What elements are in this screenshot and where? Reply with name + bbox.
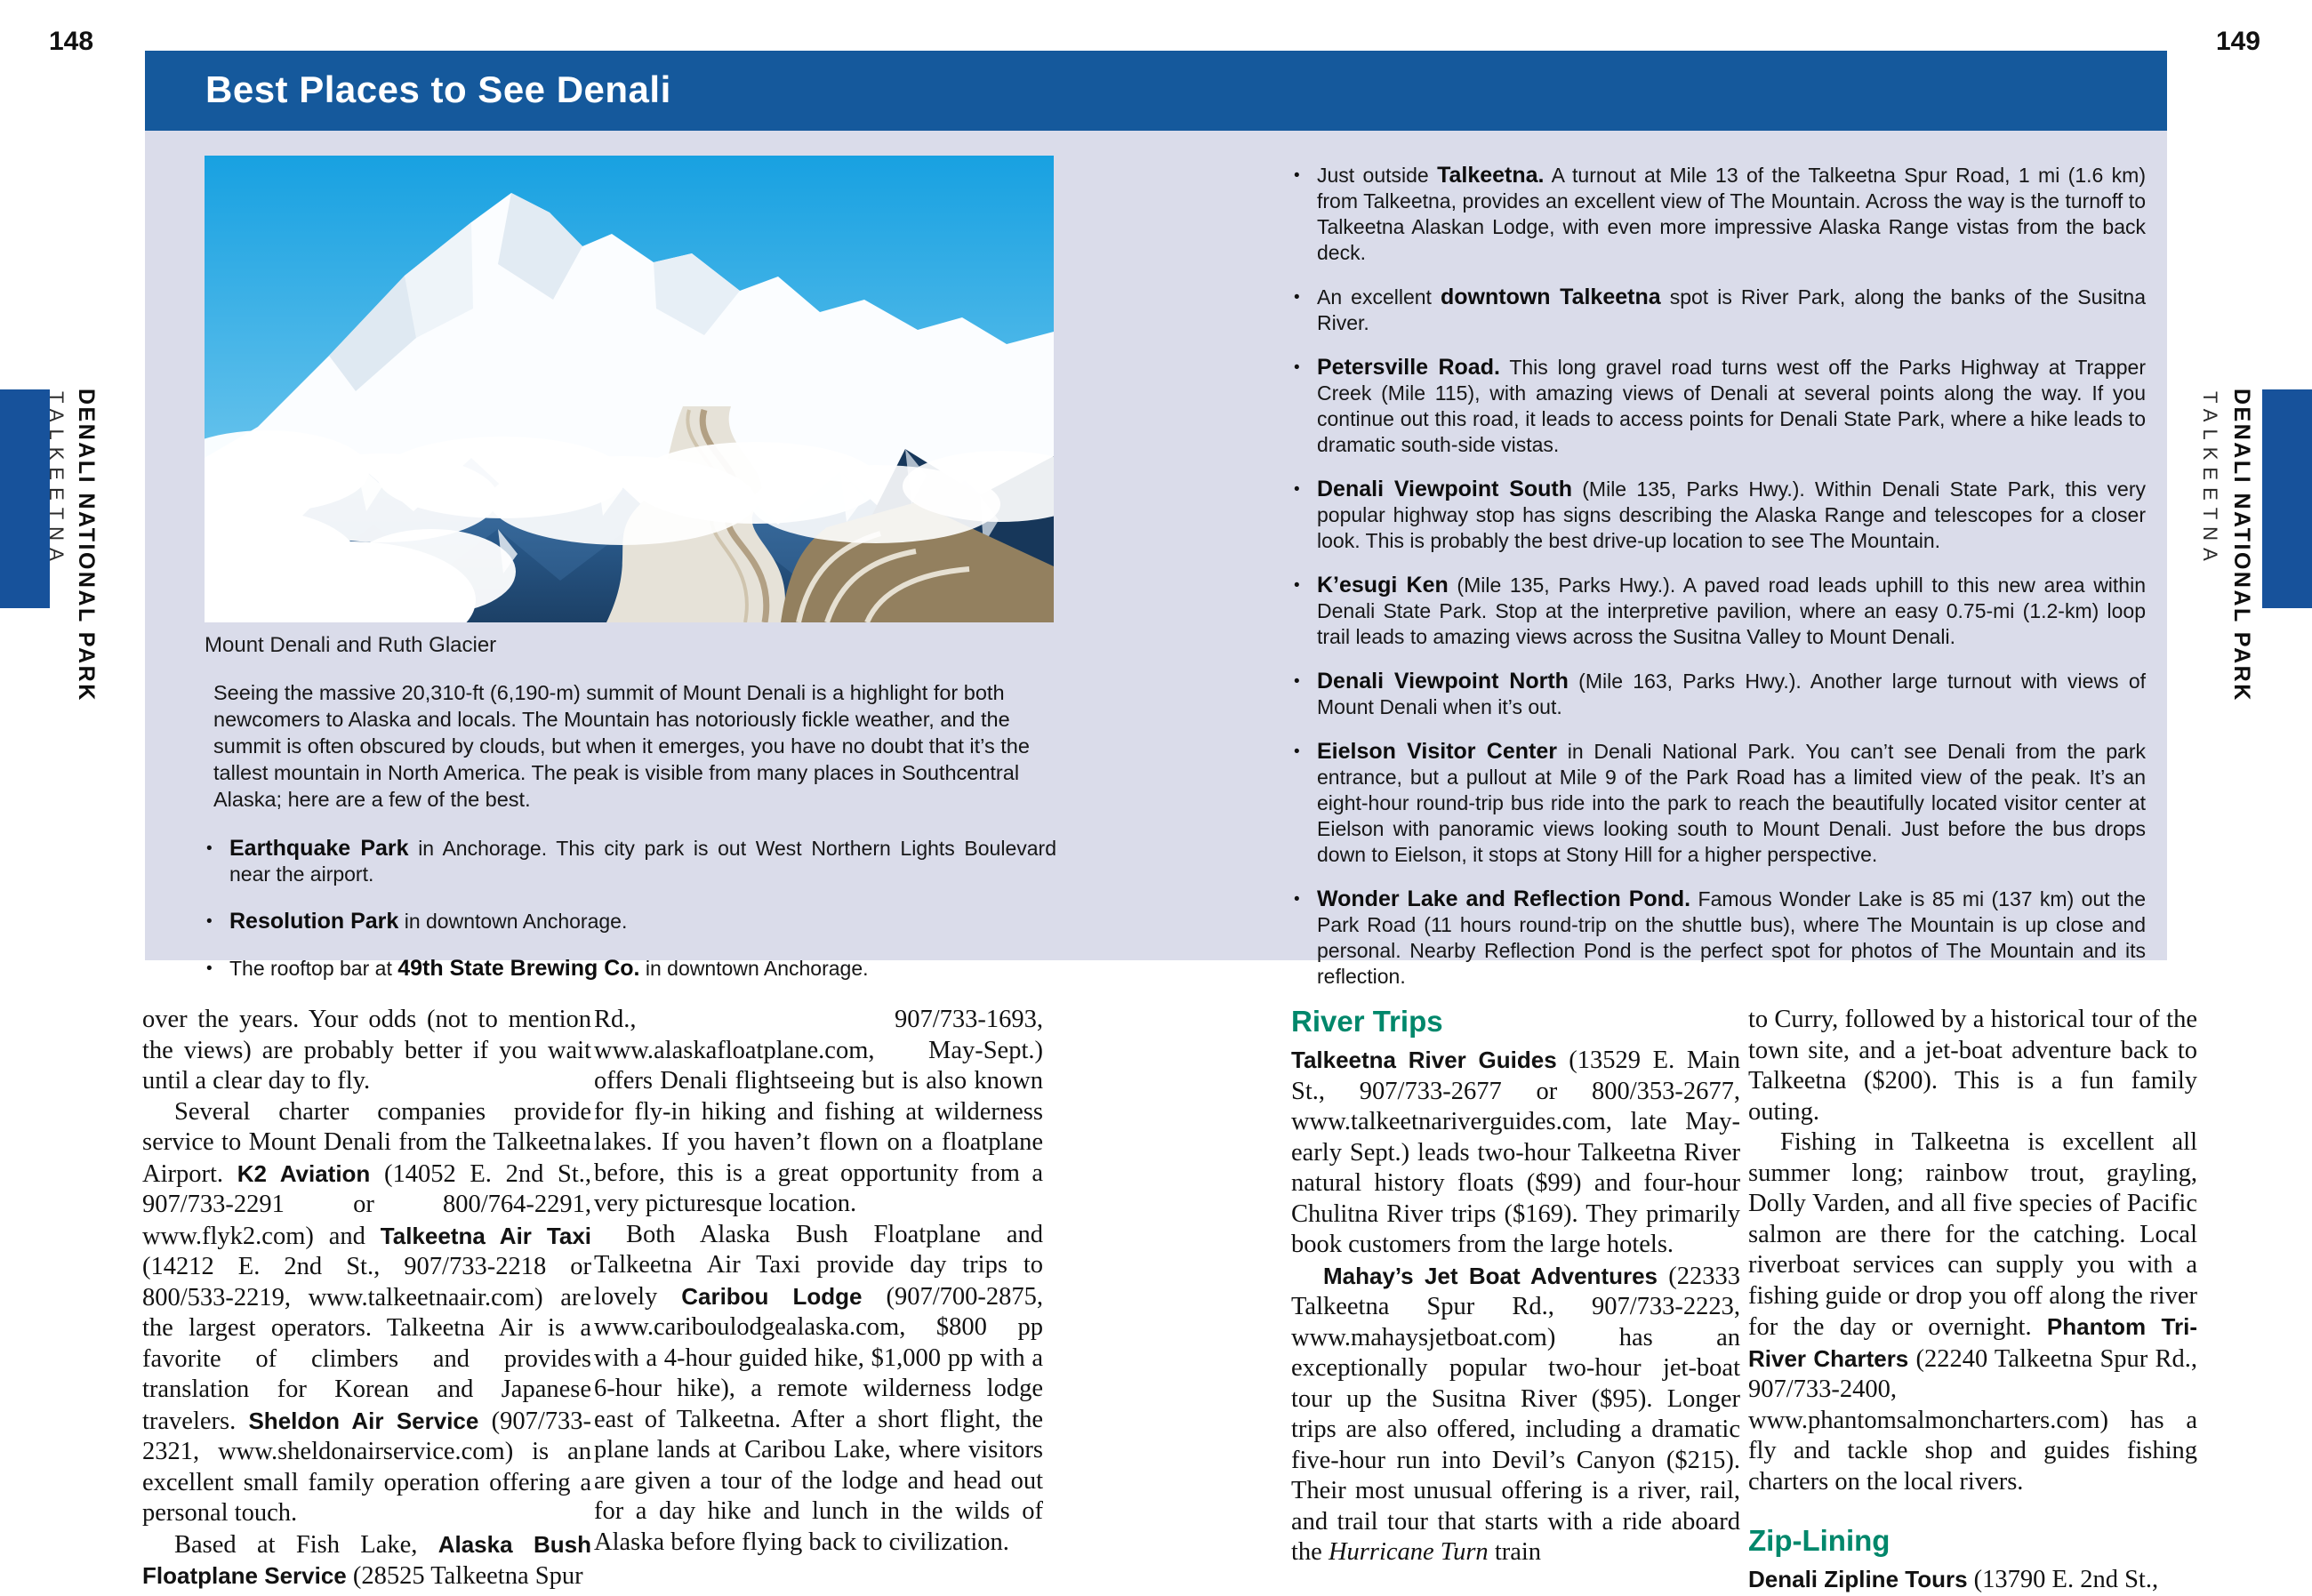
bullet-text [229, 836, 1056, 887]
text-run: (22333 Talkeetna Spur Rd., 907/733-2223, www.mahaysjetboat.com) has an exceptionally popular two-hour jet-boat tour up the Susitna River ($95). Longer trips are also offered, including a dramatic five-hour run into Devil’s Canyon ($215). Their most unusual offering is a river, rail, and trail tour that starts with a ride aboard the [1291, 1262, 1740, 1566]
text-run: to Curry, followed by a historical tour of the town site, and a jet-boat adventure back to Talkeetna ($200). This is a fun family outing. [1748, 1006, 2197, 1126]
bullet-item [1294, 669, 2146, 720]
bullet-item [1294, 886, 2146, 990]
bullet-item [206, 836, 1056, 887]
bullet-text [1317, 573, 2146, 650]
bullet-text [1317, 477, 2146, 554]
bullet-item [1294, 739, 2146, 868]
bold-name: Talkeetna. [1437, 163, 1545, 188]
bold-name: Phantom Tri-River Charters [1748, 1313, 2197, 1372]
bullet-text [1317, 163, 2146, 266]
section-heading: River Trips [1291, 1005, 1443, 1038]
bold-name: Caribou Lodge [681, 1282, 863, 1310]
denali-photo [205, 156, 1054, 622]
bold-name: Denali Zipline Tours [1748, 1566, 1968, 1592]
text-run: (907/733-2321, www.sheldonairservice.com) is an excellent small family operation offering a personal touch. [142, 1407, 591, 1527]
text-run: (14052 E. 2nd St., 907/733-2291 or 800/764-2291, www.flyk2.com) and [142, 1159, 591, 1250]
text-run: (Mile 135, Parks Hwy.). Within Denali State Park, this very popular highway stop has signs describing the Alaska Range and telescopes for a closer look. This is probably the best drive-up location to see The Mountain. [1317, 477, 2146, 552]
bold-name: downtown Talkeetna [1441, 285, 1661, 309]
text-run: Several charter companies provide service to Mount Denali from the Talkeetna Airport. [142, 1097, 591, 1188]
bullet-dot: • [206, 912, 213, 931]
bullet-dot: • [1294, 166, 1300, 185]
text-run: (Mile 135, Parks Hwy.). A paved road leads uphill to this new area within Denali State Park. Stop at the interpretive pavilion, where an easy 0.75-mi (1.2-km) loop trail leads to amazing views across the Susitna Valley to Mount Denali. [1317, 573, 2146, 648]
sidebar-town-label-left: TALKEETNA [45, 391, 68, 568]
bullet-item [206, 956, 1056, 982]
bold-name: K’esugi Ken [1317, 573, 1449, 597]
body-column-4 [1748, 1005, 2197, 1596]
bullet-dot: • [1294, 480, 1300, 499]
feature-box-left-column [205, 156, 1094, 1003]
bold-name: 49th State Brewing Co. [397, 956, 640, 981]
best-places-list-right [1294, 163, 2146, 990]
bullet-text [1317, 886, 2146, 990]
body-paragraph [1748, 1127, 2197, 1497]
text-run: in Denali National Park. You can’t see Denali from the park entrance, but a pullout at Mile 9 of the Park Road has a limited view of the peak. It’s an eight-hour round-trip bus ride into the park to reach the beautifully located visitor center at Eielson with panoramic views looking south to Mount Denali. Just before the bus drops down to Eielson, it stops at Stony Hill for a higher perspective. [1317, 740, 2147, 866]
photo-caption: Mount Denali and Ruth Glacier [205, 633, 497, 657]
section-heading: Zip-Lining [1748, 1524, 1891, 1557]
bullet-item [1294, 477, 2146, 554]
text-run: An excellent [1317, 285, 1441, 309]
bold-name: Petersville Road. [1317, 355, 1500, 380]
text-run: in downtown Anchorage. [639, 957, 869, 980]
bold-name: Sheldon Air Service [248, 1407, 479, 1434]
body-paragraph [1291, 1261, 1740, 1568]
text-run: The rooftop bar at [229, 957, 398, 980]
bullet-dot: • [1294, 672, 1300, 691]
text-run: (22240 Talkeetna Spur Rd., 907/733-2400, www.phantomsalmoncharters.com) has a fly and tackle shop and guides fishing charters on the local rivers. [1748, 1344, 2197, 1496]
body-paragraph [1748, 1564, 2197, 1596]
intro-paragraph: Seeing the massive 20,310-ft (6,190-m) summit of Mount Denali is a highlight for both newcomers to Alaska and locals. The Mountain has notoriously fickle weather, and the summit is often obscured by clouds, but when it emerges, you have no doubt that it’s the tallest mountain in North America. The peak is visible from many places in Southcentral Alaska; here are a few of the best. [213, 681, 1030, 811]
bold-name: Wonder Lake and Reflection Pond. [1317, 886, 1691, 911]
bold-name: Eielson Visitor Center [1317, 739, 1557, 764]
photo-frame [205, 156, 1054, 658]
bullet-item [1294, 285, 2146, 336]
bullet-dot: • [1294, 288, 1300, 307]
best-places-list-left [206, 836, 1056, 982]
bullet-text [1317, 669, 2146, 720]
body-paragraph [1291, 1045, 1740, 1261]
bullet-text [229, 909, 1056, 934]
bold-name: Talkeetna Air Taxi [380, 1222, 592, 1249]
text-run: (13790 E. 2nd St., [1967, 1566, 2159, 1593]
text-run: over the years. Your odds (not to mention the views) are probably better if you wait until a clear day to fly. [142, 1006, 591, 1095]
section-header-bar [145, 51, 2167, 131]
text-run: in downtown Anchorage. [398, 910, 628, 933]
bold-name: Resolution Park [229, 909, 399, 934]
bold-name: Earthquake Park [229, 836, 409, 861]
text-run: spot is River Park, along the banks of the Susitna River. [1317, 285, 2146, 334]
body-column-1 [142, 1005, 591, 1592]
bullet-item [206, 909, 1056, 934]
italic-run: Hurricane Turn [1328, 1538, 1489, 1566]
body-paragraph [142, 1005, 591, 1097]
sidebar-town-label-right: TALKEETNA [2199, 391, 2221, 568]
text-run: Fishing in Talkeetna is excellent all summer long; rainbow trout, grayling, Dolly Varden, and all five species of Pacific salmon are there for the catching. Local riverboat services can supply you with a fishing guide or drop you off along the river for the day or overnight. [1748, 1128, 2197, 1341]
text-run: (13529 E. Main St., 907/733-2677 or 800/353-2677, www.talkeetnariverguides.com, late May-early Sept.) leads two-hour Talkeetna River natural history floats ($99) and four-hour Chulitna River trips ($169). They primarily book customers from the large hotels. [1291, 1047, 1740, 1258]
sidebar-park-label-right: DENALI NATIONAL PARK [2229, 389, 2254, 702]
text-run: train [1488, 1538, 1542, 1566]
bold-name: Alaska Bush Floatplane Service [142, 1530, 591, 1589]
page-title: Best Places to See Denali [205, 68, 671, 110]
text-run: (28525 Talkeetna Spur [346, 1562, 583, 1590]
bullet-dot: • [206, 839, 213, 858]
bullet-text [1317, 739, 2146, 868]
text-run: in Anchorage. This city park is out West Northern Lights Boulevard near the airport. [229, 837, 1056, 886]
page-edge-tab-left [0, 389, 50, 608]
bold-name: K2 Aviation [237, 1159, 371, 1187]
bold-name: Denali Viewpoint South [1317, 477, 1573, 501]
page-number-left: 148 [49, 27, 94, 56]
text-run: (907/700-2875, www.cariboulodgealaska.com, $800 pp with a 4-hour guided hike, $1,000 pp with a 6-hour hike), a remote wilderness lodge east of Talkeetna. After a short flight, the plane lands at Caribou Lake, where visitors are given a tour of the lodge and head out for a day hike and lunch in the wilds of Alaska before flying back to civilization. [594, 1282, 1043, 1556]
bullet-item [1294, 163, 2146, 266]
text-run: A turnout at Mile 13 of the Talkeetna Spur Road, 1 mi (1.6 km) from Talkeetna, provides an excellent view of The Mountain. Across the way is the turnoff to Talkeetna Alaskan Lodge, with even more impressive Alaska Range vistas from the back deck. [1317, 164, 2146, 264]
bullet-item [1294, 573, 2146, 650]
bold-name: Denali Viewpoint North [1317, 669, 1569, 694]
body-paragraph [594, 1220, 1043, 1559]
sidebar-park-label-left: DENALI NATIONAL PARK [74, 389, 99, 702]
feature-box [145, 131, 2167, 988]
feature-box-right-column [1294, 163, 2146, 1008]
page-number-right: 149 [2215, 27, 2260, 56]
text-run: (14212 E. 2nd St., 907/733-2218 or 800/533-2219, www.talkeetnaair.com) are the largest operators. Talkeetna Air is a favorite of climbers and provides translation for Korean and Japanese travelers. [142, 1253, 591, 1435]
bullet-dot: • [1294, 742, 1300, 761]
body-paragraph [594, 1005, 1043, 1220]
text-run: Both Alaska Bush Floatplane and Talkeetna Air Taxi provide day trips to lovely [594, 1220, 1043, 1311]
page-edge-tab-right [2262, 389, 2312, 608]
body-paragraph [1748, 1005, 2197, 1127]
bullet-text [1317, 285, 2146, 336]
bullet-dot: • [1294, 576, 1300, 595]
body-paragraph [142, 1097, 591, 1529]
bullet-dot: • [1294, 358, 1300, 377]
text-run: Just outside [1317, 164, 1438, 187]
bold-name: Mahay’s Jet Boat Adventures [1323, 1262, 1658, 1289]
bullet-dot: • [206, 959, 213, 978]
text-run: Rd., 907/733-1693, www.alaskafloatplane.com, May-Sept.) offers Denali flightseeing but is also known for fly-in hiking and fishing at wilderness lakes. If you haven’t flown on a floatplane before, this is a great opportunity from a very picturesque location. [594, 1006, 1043, 1217]
text-run: This long gravel road turns west off the Parks Highway at Trapper Creek (Mile 115), with amazing views of Denali at several points along the way. If you continue out this road, it leads to access points for Denali State Park, where a hike leads to dramatic south-side vistas. [1317, 356, 2147, 456]
bullet-item [1294, 355, 2146, 458]
bullet-text [229, 956, 1056, 982]
bold-name: Talkeetna River Guides [1291, 1047, 1557, 1073]
bullet-text [1317, 355, 2146, 458]
text-run: Based at Fish Lake, [174, 1530, 438, 1559]
text-run: (Mile 163, Parks Hwy.). Another large turnout with views of Mount Denali when it’s out. [1317, 670, 2147, 718]
body-paragraph [142, 1529, 591, 1592]
bullet-dot: • [1294, 890, 1300, 909]
text-run: Famous Wonder Lake is 85 mi (137 km) out the Park Road (11 hours round-trip on the shuttle bus), where The Mountain is up close and personal. Nearby Reflection Pond is the perfect spot for photos of The Mountain and its reflection. [1317, 887, 2146, 988]
body-column-3 [1291, 1005, 1740, 1568]
body-column-2 [594, 1005, 1043, 1558]
